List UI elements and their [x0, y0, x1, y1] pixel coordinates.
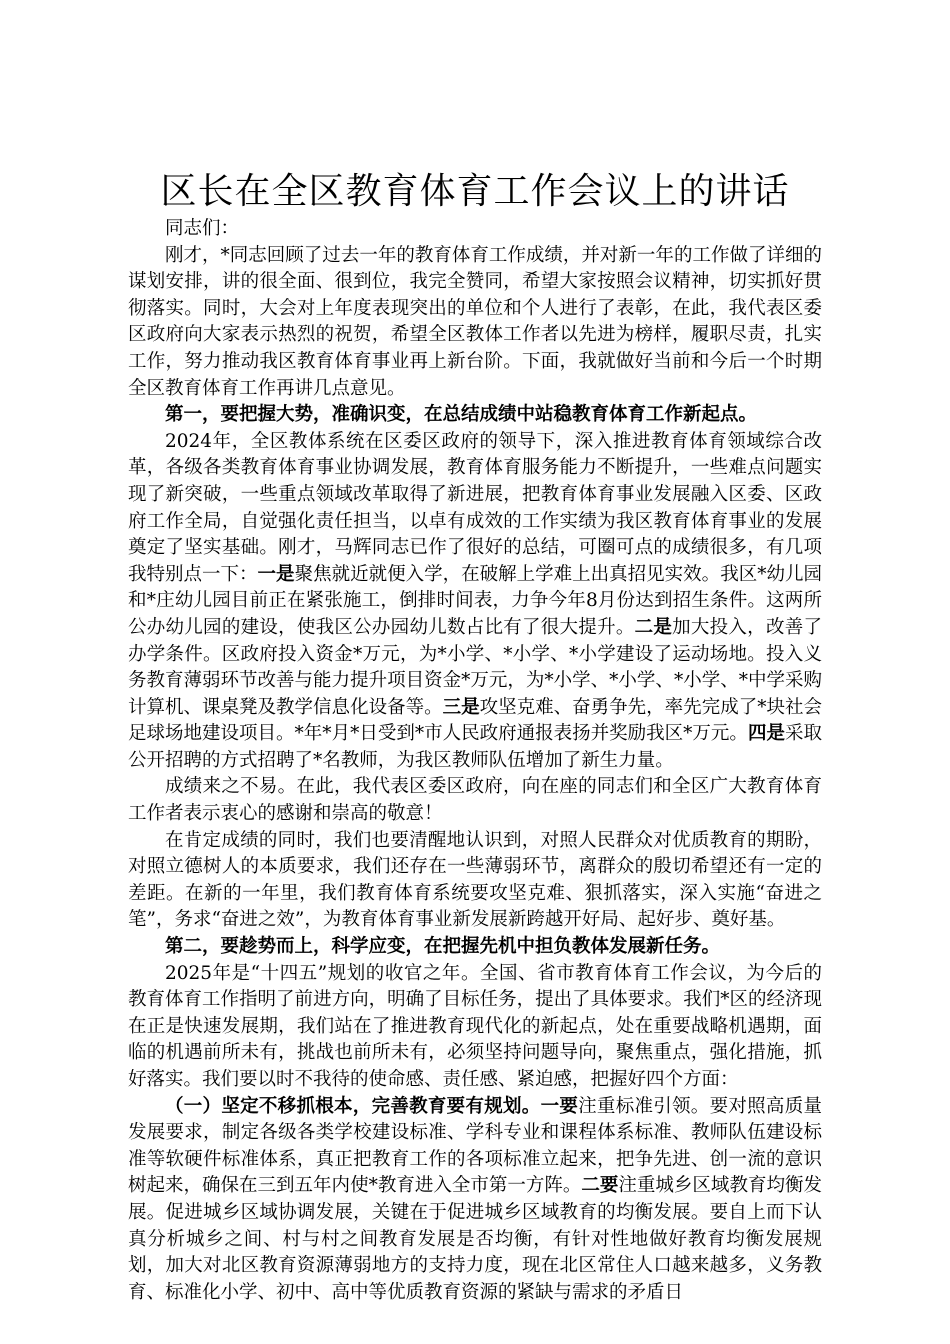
achievement-one: 聚焦就近就便入学，在破解上学难上出真招见实效。我区*幼儿园和*庄幼儿园目前正在紧张施工，倒排时间表，力争今年8月份达到招生条件。这两所公办幼儿园的建设，使我区公办园幼儿数占比有了很大提升。: [128, 563, 822, 638]
point-marker-second-requirement: 二要: [581, 1175, 619, 1197]
section-heading-first: 第一，要把握大势，准确识变，在总结成绩中站稳教育体育工作新起点。: [165, 404, 758, 426]
point-marker-one: 一是: [257, 563, 295, 585]
subheading-planning: （一）坚定不移抓根本，完善教育要有规划。一要: [165, 1095, 579, 1117]
paragraph-2025-outlook: 2025年是“十四五”规划的收官之年。全国、省市教育体育工作会议，为今后的教育体育工作指明了前进方向，明确了目标任务，提出了具体要求。我们*区的经济现在正是快速发展期，我们站在了推进教育现代化的新起点，处在重要战略机遇期，面临的机遇前所未有，挑战也前所未有，必须坚持问题导向，聚焦重点，强化措施，抓好落实。我们要以时不我待的使命感、责任感、紧迫感，把握好四个方面：: [128, 962, 822, 1090]
achievements-intro: 2024年，全区教体系统在区委区政府的领导下，深入推进教育体育领域综合改革，各级各类教育体育事业协调发展，教育体育服务能力不断提升，一些难点问题实现了新突破，一些重点领域改革取得了新进展，把教育体育事业发展融入区委、区政府工作全局，自觉强化责任担当，以卓有成效的工作实绩为我区教育体育事业的发展奠定了坚实基础。刚才，马辉同志已作了很好的总结，可圈可点的成绩很多，有几项我特别点一下：: [128, 430, 822, 585]
achievement-two: 加大投入，改善了办学条件。区政府投入资金*万元，为*小学、*小学、*小学建设了运动场地。投入义务教育薄弱环节改善与能力提升项目资金*万元，为*小学、*小学、*小学、*中学采购计算机、课桌凳及教学信息化设备等。: [128, 616, 822, 718]
paragraph-achievements: [128, 429, 822, 775]
point-marker-three: 三是: [442, 696, 480, 718]
section-heading-second: 第二，要趁势而上，科学应变，在把握先机中担负教体发展新任务。: [165, 936, 721, 958]
achievement-three: 攻坚克难、奋勇争先，率先完成了*块社会足球场地建设项目。*年*月*日受到*市人民政府通报表扬并奖励我区*万元。: [128, 696, 822, 745]
salutation: 同志们：: [165, 218, 240, 239]
point-marker-four: 四是: [747, 723, 785, 745]
document-title: 区长在全区教育体育工作会议上的讲话: [160, 171, 790, 212]
paragraph-shortcomings: 在肯定成绩的同时，我们也要清醒地认识到，对照人民群众对优质教育的期盼，对照立德树人的本质要求，我们还存在一些薄弱环节，离群众的殷切希望还有一定的差距。在新的一年里，我们教育体育系统要攻坚克难、狠抓落实，深入实施“奋进之笔”，务求“奋进之效”，为教育体育事业新发展新跨越开好局、起好步、奠好基。: [128, 829, 822, 931]
point-marker-two: 二是: [634, 616, 673, 638]
planning-balance: 注重城乡区域教育均衡发展。促进城乡区域协调发展，关键在于促进城乡区域教育的均衡发展。要自上而下认真分析城乡之间、村与村之间教育发展是否均衡，有针对性地做好教育均衡发展规划，加大对北区教育资源薄弱地方的支持力度，现在北区常住人口越来越多，义务教育、标准化小学、初中、高中等优质教育资源的紧缺与需求的矛盾日: [128, 1175, 822, 1303]
achievement-four: 采取公开招聘的方式招聘了*名教师，为我区教师队伍增加了新生力量。: [128, 723, 822, 771]
document-page: [128, 168, 822, 1306]
paragraph-planning: [128, 1094, 822, 1307]
paragraph-opening: 刚才，*同志回顾了过去一年的教育体育工作成绩，并对新一年的工作做了详细的谋划安排，讲的很全面、很到位，我完全赞同，希望大家按照会议精神，切实抓好贯彻落实。同时，大会对上年度表现突出的单位和个人进行了表彰，在此，我代表区委区政府向大家表示热烈的祝贺，希望全区教体工作者以先进为榜样，履职尽责，扎实工作，努力推动我区教育体育事业再上新台阶。下面，我就做好当前和今后一个时期全区教育体育工作再讲几点意见。: [128, 244, 822, 399]
paragraph-thanks: 成绩来之不易。在此，我代表区委区政府，向在座的同志们和全区广大教育体育工作者表示衷心的感谢和崇高的敬意！: [128, 776, 822, 825]
planning-standards: 注重标准引领。要对照高质量发展要求，制定各级各类学校建设标准、学科专业和课程体系标准、教师队伍建设标准等软硬件标准体系，真正把教育工作的各项标准立起来，把争先进、创一流的意识树起来，确保在三到五年内使*教育进入全市第一方阵。: [128, 1095, 822, 1197]
